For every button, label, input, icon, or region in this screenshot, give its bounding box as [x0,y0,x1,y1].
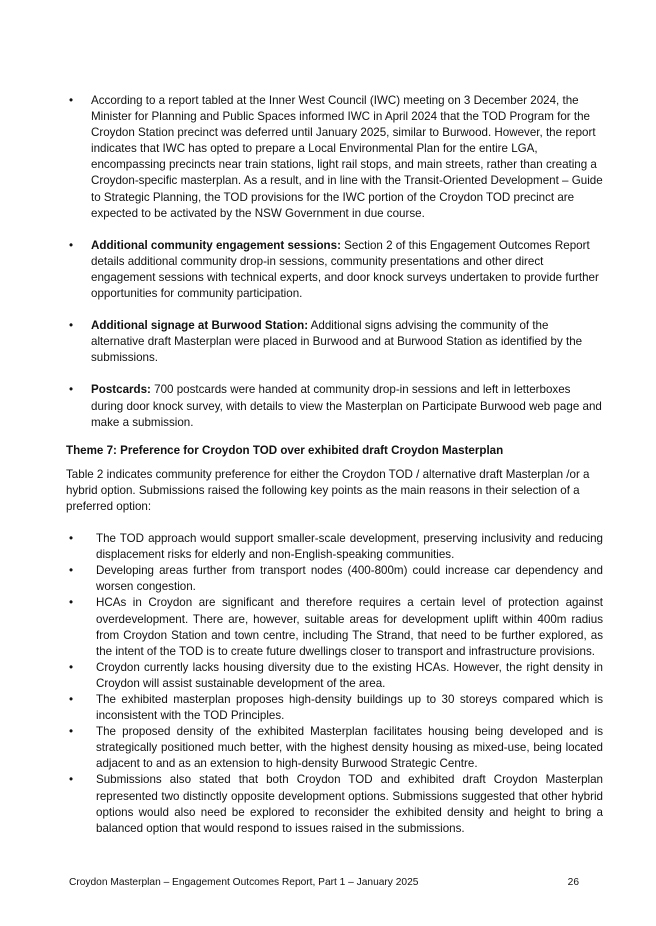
bullet-lead: Additional community engagement sessions: [91,238,341,252]
footer-title: Croydon Masterplan – Engagement Outcomes Report, Part 1 – January 2025 [69,877,419,888]
page-number: 26 [567,877,579,888]
list-item [66,318,603,366]
point-text: Croydon currently lacks housing diversity due to the existing HCAs. However, the right density in Croydon will assist sustainable development of the area. [96,660,603,690]
bullet-lead: Additional signage at Burwood Station: [91,319,309,333]
page-footer [69,877,579,889]
bullet-glyph: • [69,564,74,578]
point-text: The proposed density of the exhibited Masterplan facilitates housing being developed and is strategically positioned much better, with the highest density housing as mixed-use, being located adjacent to and as an extension to high-density Burwood Strategic Centre. [96,725,603,771]
theme-heading: Theme 7: Preference for Croydon TOD over exhibited draft Croydon Masterplan [66,443,504,457]
point-text: Developing areas further from transport nodes (400-800m) could increase car dependency and worsen congestion. [96,564,603,594]
list-item [66,93,603,222]
bullet-text: 700 postcards were handed at community drop-in sessions and left in letterboxes during door knock survey, with details to view the Masterplan on Participate Burwood web page and make a submission. [91,383,602,429]
bullet-glyph: • [69,660,74,674]
bullet-text: Section 2 of this Engagement Outcomes Report details additional community drop-in sessions, community presentations and other direct engagement sessions with technical experts, and door knock surveys undertaken to provide further opportunities for community participation. [91,238,599,301]
point-text: Submissions also stated that both Croydon TOD and exhibited draft Croydon Masterplan represented two distinctly opposite development options. Submissions suggested that other hybrid options would also need be explored to reconsider the exhibited density and height to bring a balanced option that would respond to issues raised in the submissions. [96,773,603,835]
point-text: The exhibited masterplan proposes high-density buildings up to 30 storeys compared which is inconsistent with the TOD Principles. [96,693,603,723]
list-item [66,772,603,836]
theme-intro-paragraph: Table 2 indicates community preference for either the Croydon TOD / alternative draft Masterplan /or a hybrid option. Submissions raised the following key points as the main reasons in their selection of a preferred option: [66,467,590,513]
bullet-glyph: • [69,532,74,546]
list-item [66,660,603,692]
bullet-text: According to a report tabled at the Inner West Council (IWC) meeting on 3 December 2024, the Minister for Planning and Public Spaces informed IWC in April 2024 that the TOD Program for the Croydon Station precinct was deferred until January 2025, similar to Burwood. However, the report indicates that IWC has opted to prepare a Local Environmental Plan for the entire LGA, encompassing precincts near train stations, light rail stops, and main streets, rather than creating a Croydon-specific masterplan. As a result, and in line with the Transit-Oriented Development – Guide to Strategic Planning, the TOD provisions for the IWC portion of the Croydon TOD precinct are expected to be activated by the NSW Government in due course. [91,94,603,220]
bullet-glyph: • [69,319,74,333]
list-item [66,238,603,302]
list-item [66,724,603,772]
bullet-glyph: • [69,725,74,739]
list-item [66,382,603,430]
list-item [66,563,603,595]
bullet-text: Additional signs advising the community of the alternative draft Masterplan were placed in Burwood and at Burwood Station as identified by the submissions. [91,319,583,365]
page-content [66,93,603,837]
bullet-lead: Postcards: [91,383,151,397]
bullet-glyph: • [69,383,74,397]
engagement-bullet-list [66,93,603,431]
bullet-glyph: • [69,94,74,107]
bullet-glyph: • [69,238,74,252]
point-text: HCAs in Croydon are significant and therefore requires a certain level of protection against overdevelopment. There are, however, suitable areas for development uplift within 400m radius from Croydon Station and town centre, including The Strand, that need to be further explored, as the intent of the TOD is to create future dwellings closer to transport and infrastructure provisions. [96,596,603,658]
bullet-glyph: • [69,773,74,787]
list-item [66,595,603,659]
bullet-glyph: • [69,693,74,706]
list-item [66,692,603,724]
list-item [66,531,603,563]
bullet-glyph: • [69,596,74,610]
point-text: The TOD approach would support smaller-scale development, preserving inclusivity and reducing displacement risks for elderly and non-English-speaking communities. [96,532,603,562]
theme-points-list [66,531,603,837]
